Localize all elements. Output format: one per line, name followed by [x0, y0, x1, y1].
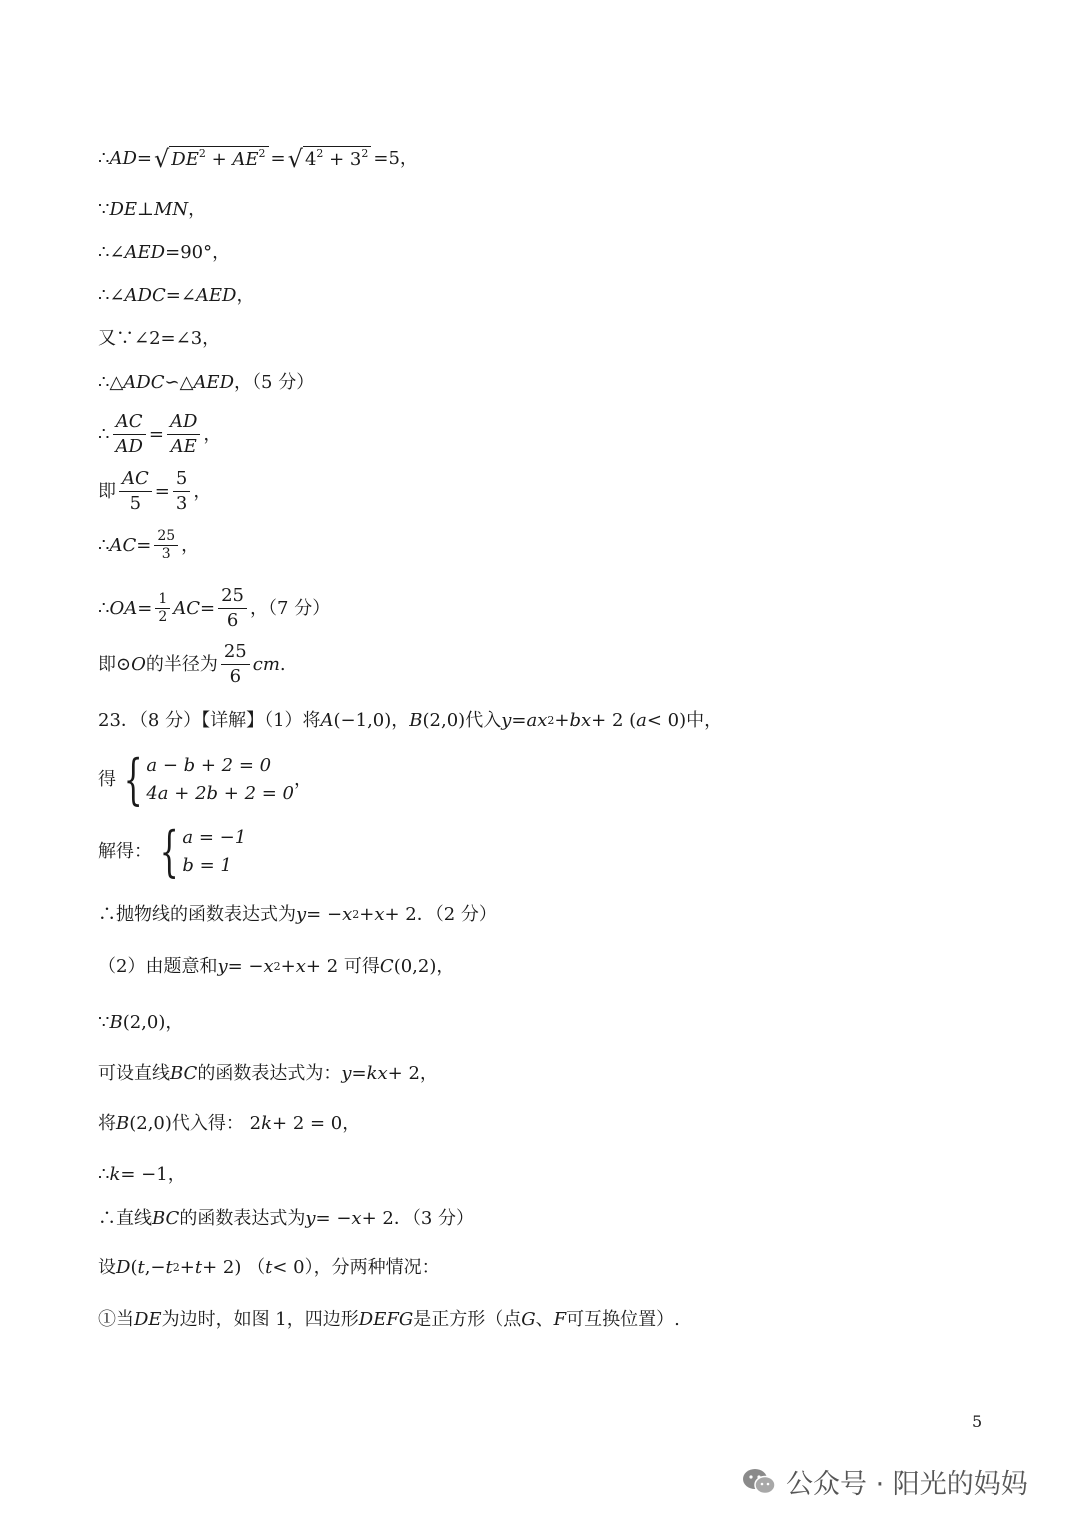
fraction-25-6	[218, 584, 247, 633]
var-y: y	[305, 1208, 316, 1229]
line-oa-value	[98, 584, 330, 633]
text: + 2 = 0，	[272, 1113, 361, 1134]
text: 得	[98, 769, 116, 790]
point-f: F	[553, 1309, 567, 1330]
var-defg: DEFG	[358, 1309, 414, 1330]
text: 又∵∠2=∠3，	[98, 328, 221, 349]
var-a: a	[636, 710, 647, 731]
exp: 2	[316, 147, 324, 160]
text: = −	[315, 1208, 352, 1229]
var-aed: AED	[193, 372, 235, 393]
line-de-perp-mn	[98, 198, 206, 222]
text: 即	[98, 480, 116, 502]
line-point-c: （2）由题意和 y = − x 2 + x + 2 可得 C (0,2)，	[98, 956, 455, 977]
system-rows	[182, 824, 246, 880]
line-point-b	[98, 1011, 183, 1035]
therefore-symbol: ∴	[98, 148, 110, 169]
equals: =	[200, 597, 216, 619]
line-substitute-b	[98, 1112, 360, 1136]
therefore-symbol: ∴	[98, 534, 110, 556]
value: =90°，	[165, 242, 231, 263]
radicand	[169, 146, 268, 172]
sqrt-de-ae	[154, 146, 269, 172]
var-aed: AED	[124, 242, 166, 263]
therefore-angle: ∴∠	[98, 285, 125, 306]
paren: (	[130, 1257, 138, 1278]
text: 解得：	[98, 841, 152, 862]
exp: 2	[198, 147, 206, 160]
because-symbol: ∵	[98, 199, 110, 220]
fraction-ad-ae	[167, 410, 200, 459]
line-bc-expression	[98, 1207, 474, 1231]
therefore-angle: ∴∠	[98, 242, 125, 263]
term: kx	[366, 1063, 388, 1084]
point-g: G	[521, 1309, 536, 1330]
var-k: k	[109, 1164, 121, 1185]
radicand	[303, 146, 371, 172]
score-note: ，（7 分）	[250, 597, 331, 619]
var-adc: ADC	[123, 372, 165, 393]
line-solution	[98, 820, 247, 883]
var-bc: BC	[170, 1063, 198, 1084]
coords: (2,0)	[129, 1113, 172, 1134]
text: < 0），分两种情况：	[272, 1257, 440, 1278]
equals: =	[136, 534, 152, 556]
text: 的函数表达式为：	[197, 1063, 342, 1084]
var-ac: AC	[173, 597, 201, 619]
var-t: t	[194, 1257, 203, 1278]
point-c: C	[379, 956, 394, 977]
fraction-ac-ad	[112, 410, 145, 459]
punct: ，	[188, 199, 207, 220]
point-d: D	[116, 1257, 131, 1278]
punct: ，	[236, 285, 255, 306]
text: = −1，	[120, 1164, 186, 1185]
line-angle-equal	[98, 284, 255, 308]
sqrt-numeric	[288, 146, 372, 172]
equals: =	[511, 710, 527, 731]
var-de: DE	[171, 149, 199, 170]
text: 、	[535, 1309, 554, 1330]
line-parabola: ∴抛物线的函数表达式为 y = − x 2 + x + 2．（2 分）	[98, 904, 497, 925]
text: ①当	[98, 1309, 134, 1330]
coords: (2,0)	[422, 710, 466, 731]
var-ae: AE	[232, 149, 259, 170]
var-t: t	[137, 1257, 145, 1278]
brace-icon: {	[123, 748, 143, 811]
plus: +	[211, 149, 233, 170]
point-a: A	[320, 710, 334, 731]
text: 设	[98, 1257, 116, 1278]
solution-system	[152, 820, 247, 883]
text: 将	[98, 1113, 116, 1134]
var-de: DE	[134, 1309, 162, 1330]
similar-symbol: ∽△	[164, 372, 194, 393]
because-symbol: ∵	[98, 1012, 110, 1033]
numerator: AC	[113, 410, 146, 435]
equals: =	[136, 148, 152, 169]
num: 4	[304, 149, 317, 170]
brace-icon: {	[159, 820, 179, 883]
point-b: B	[109, 1012, 123, 1033]
fraction-5-3	[173, 467, 190, 516]
score-note: ，（5 分）	[234, 372, 315, 393]
plus: +	[280, 956, 296, 977]
numerator: 25	[221, 640, 250, 665]
fraction-25-3	[154, 528, 178, 563]
text: 的函数表达式为	[179, 1208, 306, 1229]
equals: =	[351, 1063, 367, 1084]
line-k-value	[98, 1163, 186, 1187]
line-ad-length	[98, 146, 418, 172]
line-radius	[98, 640, 286, 689]
equals: =	[154, 480, 170, 502]
var-x: x	[351, 1208, 362, 1229]
equation-row: a = −1	[182, 827, 247, 848]
numerator: 25	[218, 584, 247, 609]
text: 23．（8 分）【详解】（1）将	[98, 710, 321, 731]
text: + 2 可得	[305, 956, 380, 977]
line-ratio-values	[98, 467, 211, 516]
line-ratio	[98, 410, 221, 459]
line-point-d: 设 D ( t ,− t 2 + t + 2) （ t < 0），分两种情况：	[98, 1257, 440, 1278]
equation-row: 4a + 2b + 2 = 0	[146, 783, 294, 804]
text: 是正方形（点	[413, 1309, 522, 1330]
line-case-1	[98, 1308, 680, 1332]
var-ad: AD	[109, 148, 137, 169]
num: + 3	[323, 149, 362, 170]
score-note: + 2．（2 分）	[384, 904, 497, 925]
perp-symbol: ⊥	[137, 199, 154, 220]
point-b: B	[409, 710, 423, 731]
equals: =	[148, 423, 164, 445]
numerator: 5	[173, 467, 190, 492]
wechat-icon	[742, 1468, 776, 1496]
point-b: B	[116, 1113, 130, 1134]
therefore-triangle: ∴△	[98, 372, 124, 393]
fraction-ac-5	[119, 467, 152, 516]
text: + 2 (	[591, 710, 637, 731]
text: + 2) （	[202, 1257, 266, 1278]
text: 的半径为	[145, 653, 218, 675]
fraction-1-2	[155, 591, 170, 626]
radical-icon: √	[287, 145, 303, 173]
var-y: y	[501, 710, 512, 731]
line-ac-value	[98, 528, 199, 563]
var-ac: AC	[109, 534, 137, 556]
var-adc: ADC	[124, 285, 166, 306]
var-y: y	[217, 956, 228, 977]
text: 代入	[465, 710, 502, 731]
watermark	[742, 1462, 1028, 1501]
line-similar-triangles	[98, 371, 314, 395]
denominator: 6	[229, 666, 242, 687]
var-x: x	[374, 904, 385, 925]
text: = −	[306, 904, 343, 925]
var-x: x	[342, 904, 353, 925]
var-t: t	[265, 1257, 273, 1278]
text: ∴抛物线的函数表达式为	[98, 904, 296, 925]
denominator: 6	[226, 610, 239, 631]
fraction-25-6	[221, 640, 250, 689]
denominator: 3	[175, 493, 188, 514]
coords: (−1,0)，	[333, 710, 410, 731]
punct: ，	[294, 769, 312, 790]
var-de: DE	[109, 199, 138, 220]
watermark-text: 公众号 · 阳光的妈妈	[786, 1469, 1028, 1500]
therefore-symbol: ∴	[98, 423, 110, 445]
text: 中，	[686, 710, 723, 731]
var-bc: BC	[152, 1208, 180, 1229]
page-number: 5	[972, 1412, 983, 1431]
text: + 2，	[387, 1063, 438, 1084]
var-x: x	[263, 956, 274, 977]
therefore-symbol: ∴	[98, 597, 110, 619]
plus: +	[179, 1257, 195, 1278]
denominator: 5	[129, 493, 142, 514]
therefore-symbol: ∴	[98, 1164, 110, 1185]
line-q23-header: 23．（8 分）【详解】（1）将 A (−1,0)， B (2,0) 代入 y = ax 2 + bx + 2 ( a < 0) 中，	[98, 710, 723, 731]
denominator: AE	[170, 436, 197, 457]
var-k: k	[261, 1113, 273, 1134]
denominator: 3	[161, 546, 171, 562]
var-oa: OA	[109, 597, 138, 619]
text: 即⊙	[98, 653, 132, 675]
score-note: + 2．（3 分）	[361, 1208, 474, 1229]
numerator: AC	[119, 467, 152, 492]
term: ax	[526, 710, 548, 731]
text: < 0)	[646, 710, 687, 731]
text: = −	[227, 956, 264, 977]
punct: .	[279, 653, 286, 675]
var-aed: AED	[195, 285, 237, 306]
line-angle-aed	[98, 241, 230, 265]
plus: +	[554, 710, 570, 731]
system-rows	[146, 752, 294, 808]
var-mn: MN	[153, 199, 189, 220]
denominator: AD	[115, 436, 143, 457]
text: （2）由题意和	[98, 956, 218, 977]
coords: (2,0)，	[122, 1012, 184, 1033]
numerator: AD	[167, 410, 200, 435]
coords: (0,2)，	[393, 956, 455, 977]
text: 可互换位置）.	[566, 1309, 680, 1330]
term: bx	[569, 710, 592, 731]
exp: 2	[361, 147, 369, 160]
radical-icon: √	[153, 145, 170, 173]
numerator: 1	[155, 591, 170, 609]
result: =5，	[373, 148, 418, 169]
var-y: y	[296, 904, 307, 925]
text: 代入得： 2	[171, 1113, 262, 1134]
exp: 2	[258, 147, 266, 160]
text: 可设直线	[98, 1063, 170, 1084]
equation-system	[116, 748, 294, 811]
denominator: 2	[158, 609, 168, 625]
line-system	[98, 748, 312, 811]
text: ∴直线	[98, 1208, 152, 1229]
plus: +	[359, 904, 375, 925]
punct: ，	[193, 480, 212, 502]
punct: ，	[203, 423, 222, 445]
equals: =	[137, 597, 153, 619]
equals-angle: =∠	[165, 285, 196, 306]
punct: ，	[181, 534, 200, 556]
equation-row: b = 1	[182, 855, 232, 876]
unit: cm	[252, 653, 280, 675]
var-y: y	[341, 1063, 352, 1084]
equation-row: a − b + 2 = 0	[146, 755, 272, 776]
var-o: O	[131, 653, 146, 675]
text: 为边时，如图 1，四边形	[161, 1309, 359, 1330]
line-angle-2-3	[98, 327, 220, 351]
equals: =	[270, 148, 286, 169]
var-t: t	[165, 1257, 173, 1278]
text: ,−	[144, 1257, 166, 1278]
numerator: 25	[154, 528, 178, 546]
var-x: x	[295, 956, 306, 977]
line-bc-form	[98, 1062, 438, 1086]
